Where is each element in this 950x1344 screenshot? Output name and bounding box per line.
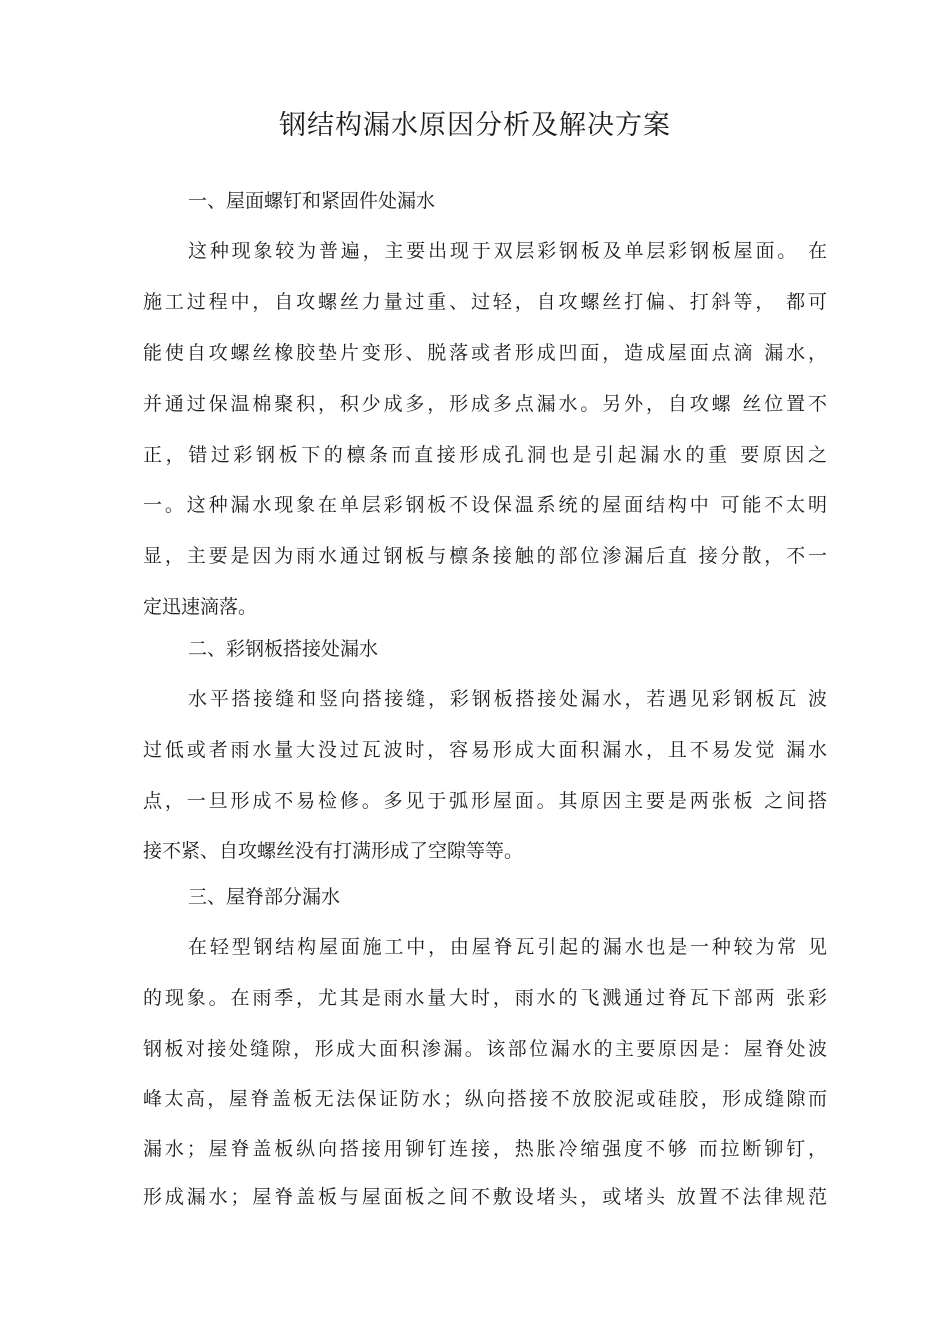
- paragraph-line: 显，主要是因为雨水通过钢板与檩条接触的部位渗漏后直 接分散，不一: [143, 545, 827, 567]
- paragraph-line: 正，错过彩钢板下的檩条而直接形成孔洞也是引起漏水的重 要原因之: [143, 444, 827, 466]
- paragraph-line: 在轻型钢结构屋面施工中，由屋脊瓦引起的漏水也是一种较为常 见: [188, 936, 827, 958]
- section-heading-3: 三、屋脊部分漏水: [188, 886, 341, 908]
- page-title: 钢结构漏水原因分析及解决方案: [279, 110, 671, 141]
- paragraph-line: 峰太高，屋脊盖板无法保证防水；纵向搭接不放胶泥或硅胶，形成缝隙而: [143, 1088, 827, 1110]
- paragraph-line: 漏水；屋脊盖板纵向搭接用铆钉连接，热胀冷缩强度不够 而拉断铆钉，: [143, 1138, 827, 1160]
- paragraph-line: 能使自攻螺丝橡胶垫片变形、脱落或者形成凹面，造成屋面点滴 漏水，: [143, 342, 827, 364]
- paragraph-line: 过低或者雨水量大没过瓦波时，容易形成大面积漏水，且不易发觉 漏水: [143, 739, 827, 761]
- section-heading-2: 二、彩钢板搭接处漏水: [188, 638, 379, 660]
- paragraph-line: 施工过程中，自攻螺丝力量过重、过轻，自攻螺丝打偏、打斜等， 都可: [143, 291, 827, 313]
- paragraph-line: 接不紧、自攻螺丝没有打满形成了空隙等等。: [143, 840, 524, 862]
- paragraph-line: 并通过保温棉聚积，积少成多，形成多点漏水。另外，自攻螺 丝位置不: [143, 393, 827, 415]
- paragraph-line: 形成漏水；屋脊盖板与屋面板之间不敷设堵头，或堵头 放置不法律规范: [143, 1186, 827, 1208]
- paragraph-line: 的现象。在雨季，尤其是雨水量大时，雨水的飞溅通过脊瓦下部两 张彩: [143, 987, 827, 1009]
- paragraph-line: 定迅速滴落。: [143, 596, 258, 618]
- paragraph-line: 这种现象较为普遍，主要出现于双层彩钢板及单层彩钢板屋面。 在: [188, 240, 827, 262]
- paragraph-line: 水平搭接缝和竖向搭接缝，彩钢板搭接处漏水，若遇见彩钢板瓦 波: [188, 688, 827, 710]
- paragraph-line: 钢板对接处缝隙，形成大面积渗漏。该部位漏水的主要原因是：屋脊处波: [143, 1038, 827, 1060]
- paragraph-line: 点，一旦形成不易检修。多见于弧形屋面。其原因主要是两张板 之间搭: [143, 790, 827, 812]
- paragraph-line: 一。这种漏水现象在单层彩钢板不设保温系统的屋面结构中 可能不太明: [143, 494, 827, 516]
- section-heading-1: 一、屋面螺钉和紧固件处漏水: [188, 190, 436, 212]
